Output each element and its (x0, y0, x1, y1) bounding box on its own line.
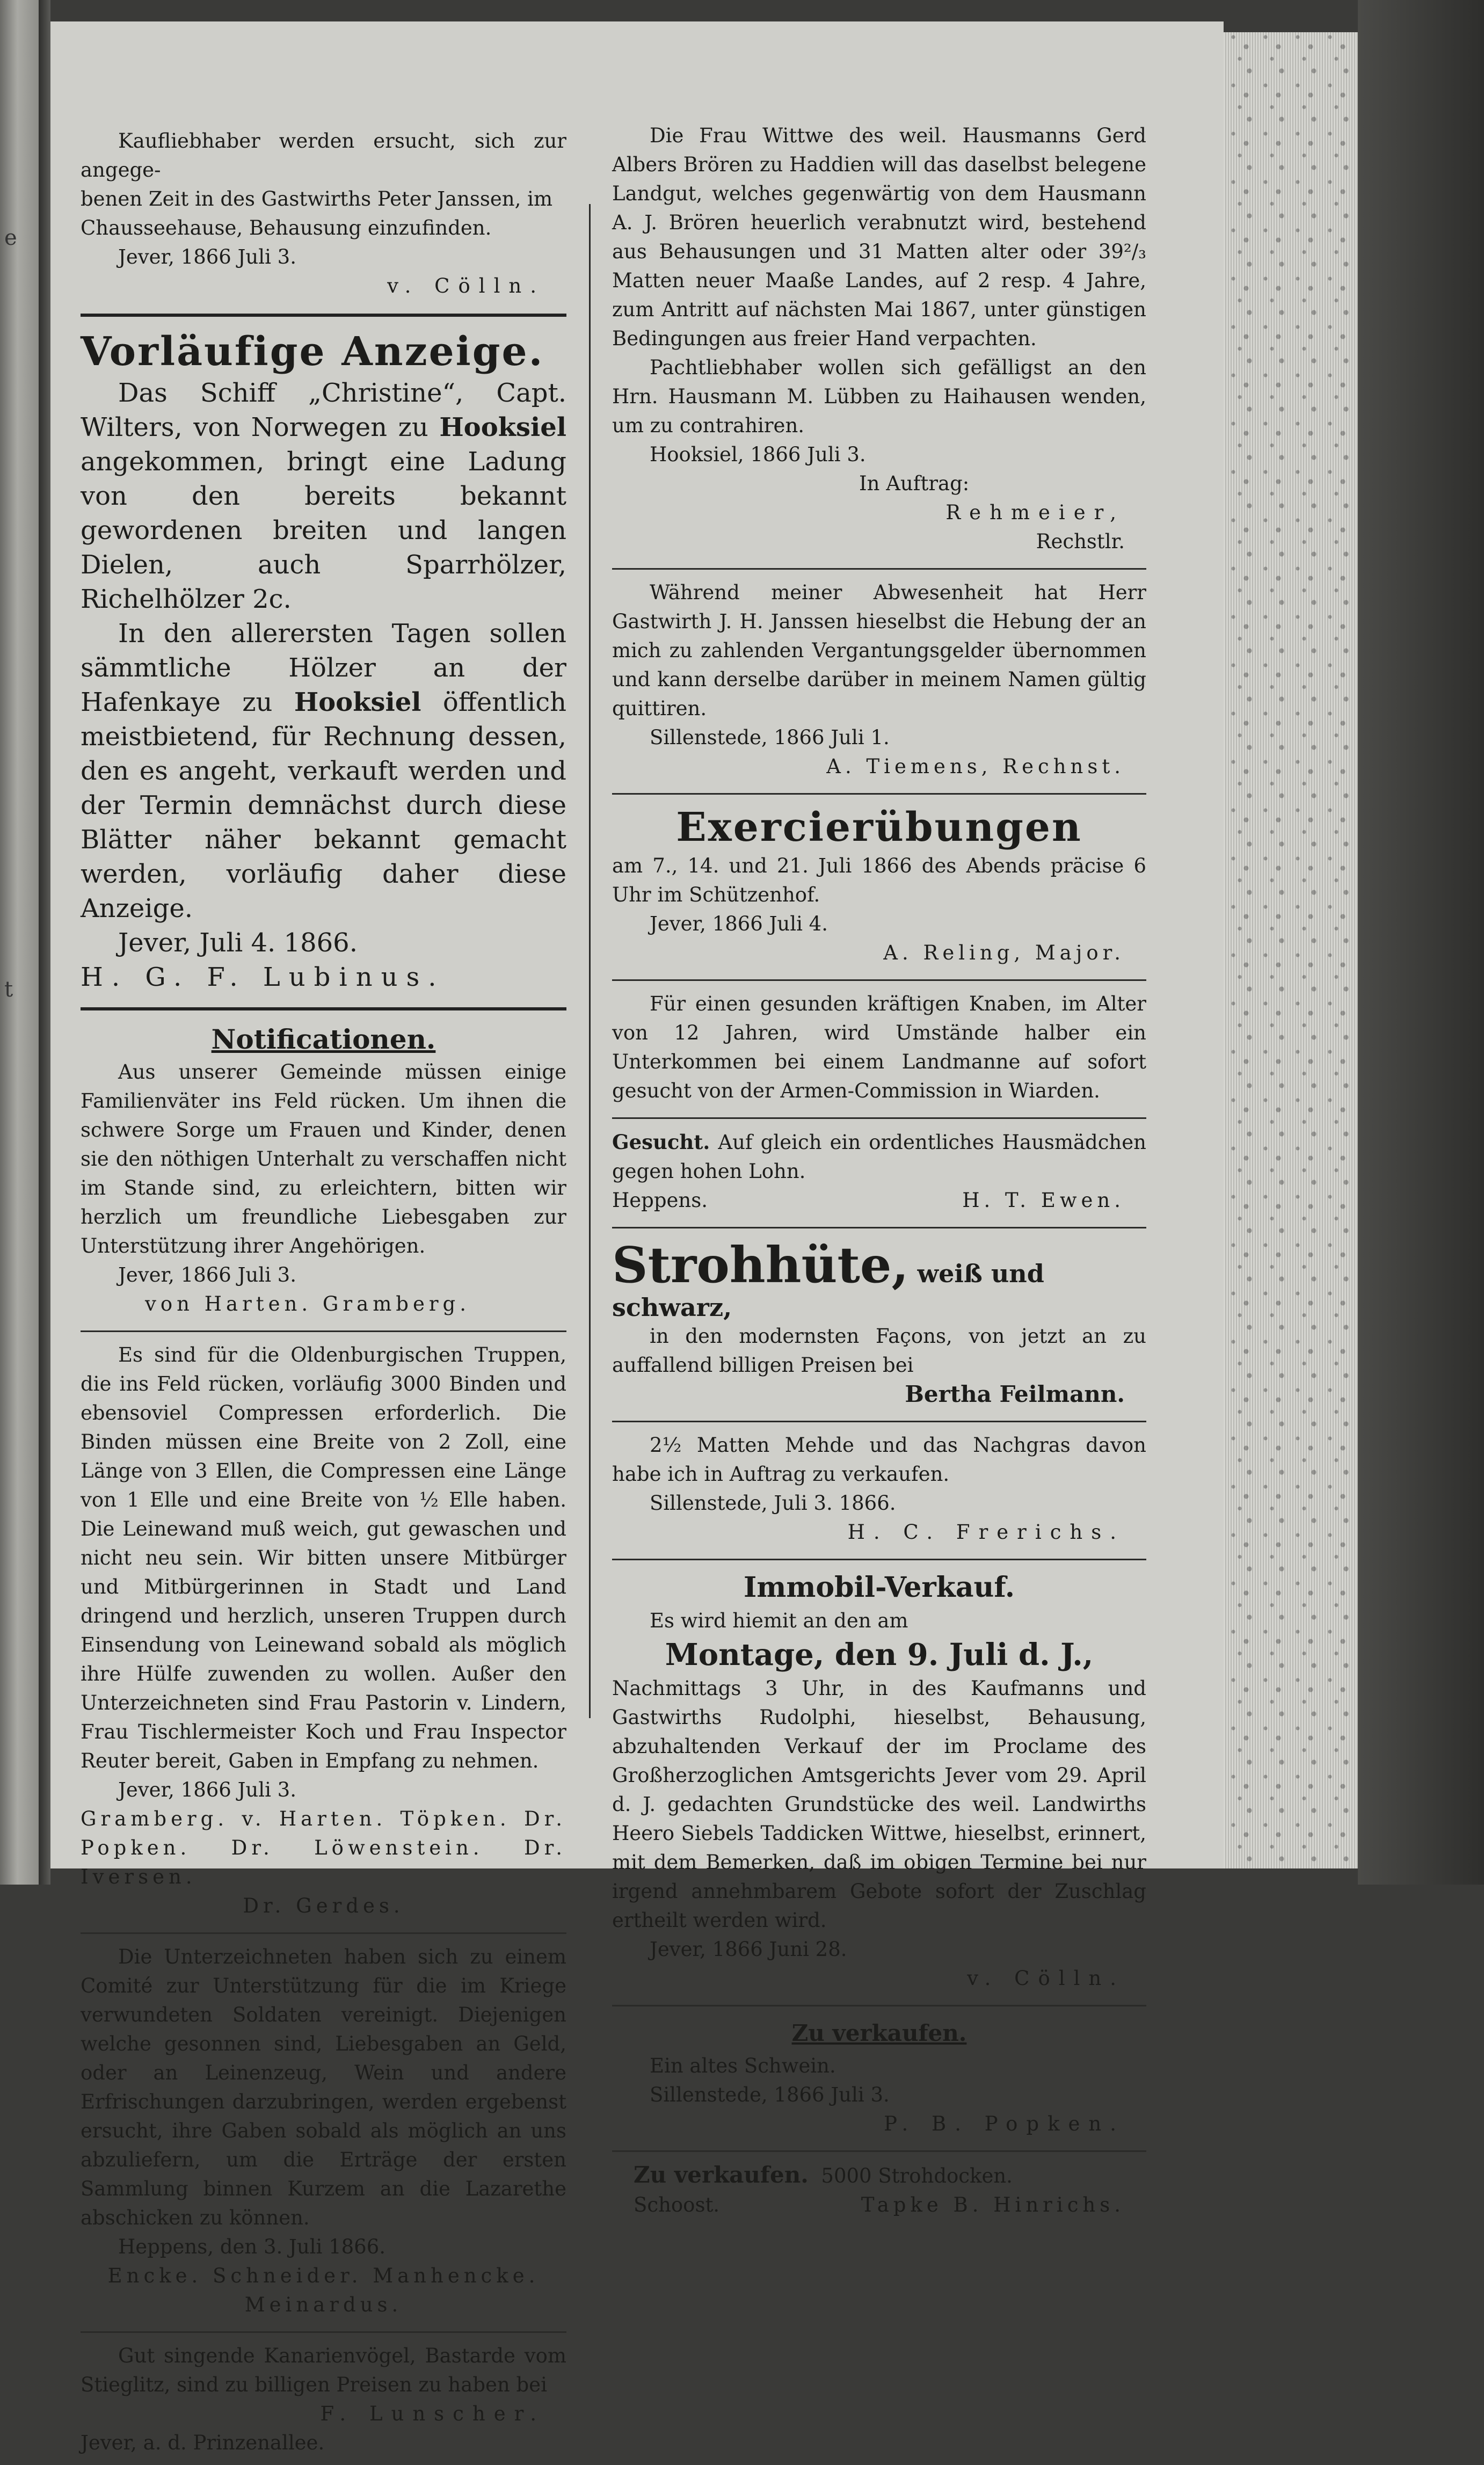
ad-body: Pachtliebhaber wollen sich gefälligst an den Hrn. Hausmann M. Lübben zu Haihausen wenden, um zu contrahiren. (612, 356, 1146, 437)
signature: Rehmeier, (945, 501, 1125, 524)
separator-rule (81, 1007, 566, 1010)
place-name: Hooksiel (294, 687, 421, 717)
ad-line: Chausseehause, Behausung einzufinden. (81, 216, 492, 239)
ad-body: Die Frau Wittwe des weil. Hausmanns Gerd Albers Brören zu Haddien will das daselbst belegene Landgut, welches gegenwärtig von dem Hausmann A. J. Brören heuerlich verabnutzt wird, bestehend aus Behausungen und 31 Matten alter oder 39²/₃ Matten neuer Maaße Landes, auf 2 resp. 4 Jahre, zum Antritt auf nächsten Mai 1867, unter günstigen Bedingungen aus freier Hand verpachten. (612, 124, 1146, 350)
ad-kanarienvoegel (81, 2338, 566, 2465)
ad-lead: Es wird hiemit an den am (650, 1609, 908, 1632)
separator-rule (81, 1330, 566, 1332)
separator-rule (612, 1227, 1146, 1228)
separator-rule (81, 2331, 566, 2333)
ad-zu-verkaufen-strohdocken (612, 2157, 1146, 2227)
place-date: Jever, 1866 Juli 4. (650, 912, 828, 935)
ad-body-text: Das Schiff „Christine“, Capt. Wilters, von Norwegen zu (81, 378, 566, 442)
left-edge-char: e (4, 226, 17, 250)
ad-footer (612, 1186, 1146, 1215)
place: Schoost. (634, 2193, 720, 2216)
ad-body: Es sind für die Oldenburgischen Truppen, die ins Feld rücken, vorläufig 3000 Binden und ebensoviel Compressen erforderlich. Die Binden müssen eine Breite von 2 Zoll, eine Länge von 3 Ellen, die Compressen eine Länge von 1 Elle und eine Breite von ½ Elle haben. Die Leinewand muß weich, gut gewaschen und nicht neu sein. Wir bitten unsere Mitbürger und Mitbürgerinnen in Stadt und Land dringend und herzlich, unseren Truppen durch Einsendung von Leinewand sobald als möglich ihre Hülfe zuwenden zu wollen. Außer den Unterzeichneten sind Frau Pastorin v. Lindern, Frau Tischlermeister Koch und Frau Inspector Reuter bereit, Gaben in Empfang zu nehmen. (81, 1343, 566, 1772)
ad-gesucht (612, 1124, 1146, 1223)
ad-body (612, 1128, 1146, 1186)
ad-body: Für einen gesunden kräftigen Knaben, im Alter von 12 Jahren, wird Umstände halber ein Unterkommen bei einem Landmanne auf sofort gesucht von der Armen-Commission in Wiarden. (612, 992, 1146, 1102)
column-divider (589, 204, 591, 1718)
ad-body (81, 376, 566, 616)
right-column (612, 118, 1146, 2227)
ad-body-text: In den allerersten Tagen sollen sämmtliche Hölzer an der Hafenkaye zu (81, 619, 566, 717)
ad-landgut-verpachtung (612, 118, 1146, 564)
auction-date: Montage, den 9. Juli d. J., (665, 1637, 1094, 1673)
place-date: Heppens, den 3. Juli 1866. (118, 2235, 386, 2258)
page-stack-speckle (1224, 32, 1358, 1868)
separator-rule (612, 568, 1146, 570)
signature: Dr. Gerdes. (243, 1894, 404, 1917)
signature: Bertha Feilmann. (905, 1381, 1125, 1407)
ad-abwesenheit (612, 575, 1146, 789)
ad-body: Aus unserer Gemeinde müssen einige Familienväter ins Feld rücken. Um ihnen die schwere Sorge um Frauen und Kinder, denen sie den nöthigen Unterhalt zu verschaffen nicht im Stande sind, zu erleichtern, bitten wir herzlich um freundliche Liebesgaben zur Unterstützung ihrer Angehörigen. (81, 1060, 566, 1257)
ad-strohhuete (612, 1234, 1146, 1416)
ad-title-line (612, 1237, 1146, 1322)
ad-notificationen (81, 1018, 566, 1326)
left-edge-char: t (4, 977, 13, 1002)
place: Heppens. (612, 1189, 708, 1212)
place-date: Jever, 1866 Juli 3. (118, 1778, 296, 1801)
signature: Encke. Schneider. Manhencke. (107, 2264, 540, 2287)
separator-rule (81, 1932, 566, 1934)
book-cover (1358, 0, 1484, 1885)
signature: H. T. Ewen. (962, 1189, 1125, 1212)
ad-body: Nachmittags 3 Uhr, in des Kaufmanns und Gastwirths Rudolphi, hieselbst, Behausung, abzuhaltenden Verkauf der im Proclame des Großherzoglichen Amtsgerichts Jever vom 29. April d. J. gedachten Grundstücke des weil. Landwirths Heero Siebels Taddicken Wittwe, hieselbst, erinnert, mit dem Bemerken, daß im obigen Termine bei nur irgend annehmbarem Gebote sofort der Zuschlag ertheilt werden wird. (612, 1677, 1146, 1932)
separator-rule (81, 314, 566, 317)
signature: P. B. Popken. (884, 2112, 1125, 2135)
ad-title: Zu verkaufen. (791, 2020, 967, 2046)
ad-body (81, 616, 566, 926)
ad-body-text: Auf gleich ein ordentliches Hausmädchen gegen hohen Lohn. (612, 1131, 1146, 1183)
signature: v. Cölln. (387, 274, 545, 297)
separator-rule (612, 1421, 1146, 1422)
signature: Gramberg. v. Harten. Töpken. Dr. Popken. Dr. Löwenstein. Dr. Iversen. (81, 1807, 566, 1888)
signature: A. Tiemens, Rechnst. (826, 755, 1125, 778)
ad-title: Notificationen. (211, 1023, 436, 1055)
ad-body: Die Unterzeichneten haben sich zu einem Comité zur Unterstützung für die im Kriege verwundeten Soldaten vereinigt. Diejenigen welche gesonnen sind, Liebesgaben an Geld, oder an Leinenzeug, Wein und andere Erfrischungen darzubringen, werden ergebenst ersucht, ihre Gaben sobald als möglich an uns abzuliefern, um die Erträge der ersten Sammlung binnen Kurzem an die Lazarethe abschicken zu können. (81, 1945, 566, 2229)
place-date: Jever, 1866 Juli 3. (118, 1263, 296, 1286)
ad-title: Exercierübungen (676, 804, 1082, 850)
ad-footer (612, 2191, 1146, 2220)
ad-lead: Gesucht. (612, 1130, 710, 1154)
ad-immobil-verkauf (612, 1566, 1146, 2001)
place-date: Jever, 1866 Juni 28. (650, 1938, 847, 1961)
place-date: Hooksiel, 1866 Juli 3. (650, 443, 866, 466)
separator-rule (612, 979, 1146, 981)
ad-body: 5000 Strohdocken. (821, 2164, 1013, 2187)
separator-rule (612, 2150, 1146, 2152)
place: Jever, a. d. Prinzenallee. (81, 2431, 325, 2454)
ad-knabe (612, 986, 1146, 1113)
ad-oldenburgische-truppen (81, 1337, 566, 1928)
ad-body: Während meiner Abwesenheit hat Herr Gastwirth J. H. Janssen hieselbst die Hebung der an mich zu zahlenden Vergantungsgelder übernommen und kann derselbe darüber in meinem Namen gültig quittiren. (612, 581, 1146, 720)
ad-title: Zu verkaufen. (634, 2162, 809, 2188)
ad-vorlaeufige-anzeige (81, 324, 566, 1002)
ad-mehde (612, 1428, 1146, 1554)
signature: v. Cölln. (967, 1967, 1125, 1990)
signature: Rechstlr. (1036, 530, 1125, 553)
ad-title: Vorläufige Anzeige. (81, 329, 544, 375)
ad-title-line (612, 2161, 1146, 2191)
place-date: Sillenstede, 1866 Juli 1. (650, 726, 890, 749)
place-name: Hooksiel (439, 412, 566, 442)
ad-body: Gut singende Kanarienvögel, Bastarde vom Stieglitz, sind zu billigen Preisen zu haben bei (81, 2344, 566, 2396)
place-date: Sillenstede, 1866 Juli 3. (650, 2083, 890, 2106)
ad-comite (81, 1939, 566, 2327)
ad-zu-verkaufen-schwein (612, 2012, 1146, 2146)
ad-line: benen Zeit in des Gastwirths Peter Janssen, im (81, 187, 553, 210)
ad-kaufliebhaber (81, 123, 566, 308)
on-behalf: In Auftrag: (859, 472, 970, 495)
place-date: Sillenstede, Juli 3. 1866. (650, 1492, 896, 1515)
book-gutter (39, 0, 50, 1885)
signature: H. C. Frerichs. (847, 1521, 1125, 1544)
ad-body: in den modernsten Façons, von jetzt an zu auffallend billigen Preisen bei (612, 1325, 1146, 1377)
signature: Meinardus. (244, 2293, 403, 2316)
signature: H. G. F. Lubinus. (81, 962, 445, 992)
separator-rule (612, 1117, 1146, 1119)
separator-rule (612, 2005, 1146, 2006)
signature: von Harten. Gramberg. (145, 1292, 471, 1315)
separator-rule (612, 793, 1146, 795)
signature: A. Reling, Major. (883, 941, 1125, 964)
ad-body-text: angekommen, bringt eine Ladung von den bereits bekannt gewordenen breiten und langen Dielen, auch Sparrhölzer, Richelhölzer 2c. (81, 447, 566, 614)
ad-line: Kaufliebhaber werden ersucht, sich zur angege- (81, 129, 566, 181)
place-date: Jever, 1866 Juli 3. (118, 245, 296, 268)
left-page-edge (0, 0, 39, 1885)
left-column (81, 123, 566, 2465)
ad-exercieruebungen (612, 800, 1146, 975)
ad-title: Immobil-Verkauf. (744, 1571, 1015, 1604)
ad-body: am 7., 14. und 21. Juli 1866 des Abends präcise 6 Uhr im Schützenhof. (612, 854, 1146, 906)
ad-title: Strohhüte, (612, 1236, 909, 1294)
place-date: Jever, Juli 4. 1866. (118, 928, 358, 958)
signature: F. Lunscher. (320, 2402, 545, 2425)
ad-body-text: öffentlich meistbietend, für Rechnung dessen, den es angeht, verkauft werden und der Termin demnächst durch diese Blätter näher bekannt gemacht werden, vorläufig daher diese Anzeige. (81, 687, 566, 924)
ad-body: 2½ Matten Mehde und das Nachgras davon habe ich in Auftrag zu verkaufen. (612, 1434, 1146, 1486)
ad-body: Ein altes Schwein. (650, 2054, 836, 2077)
separator-rule (612, 1559, 1146, 1560)
ad-title-suffix: weiß und schwarz, (612, 1259, 1044, 1322)
signature: Tapke B. Hinrichs. (861, 2193, 1125, 2216)
